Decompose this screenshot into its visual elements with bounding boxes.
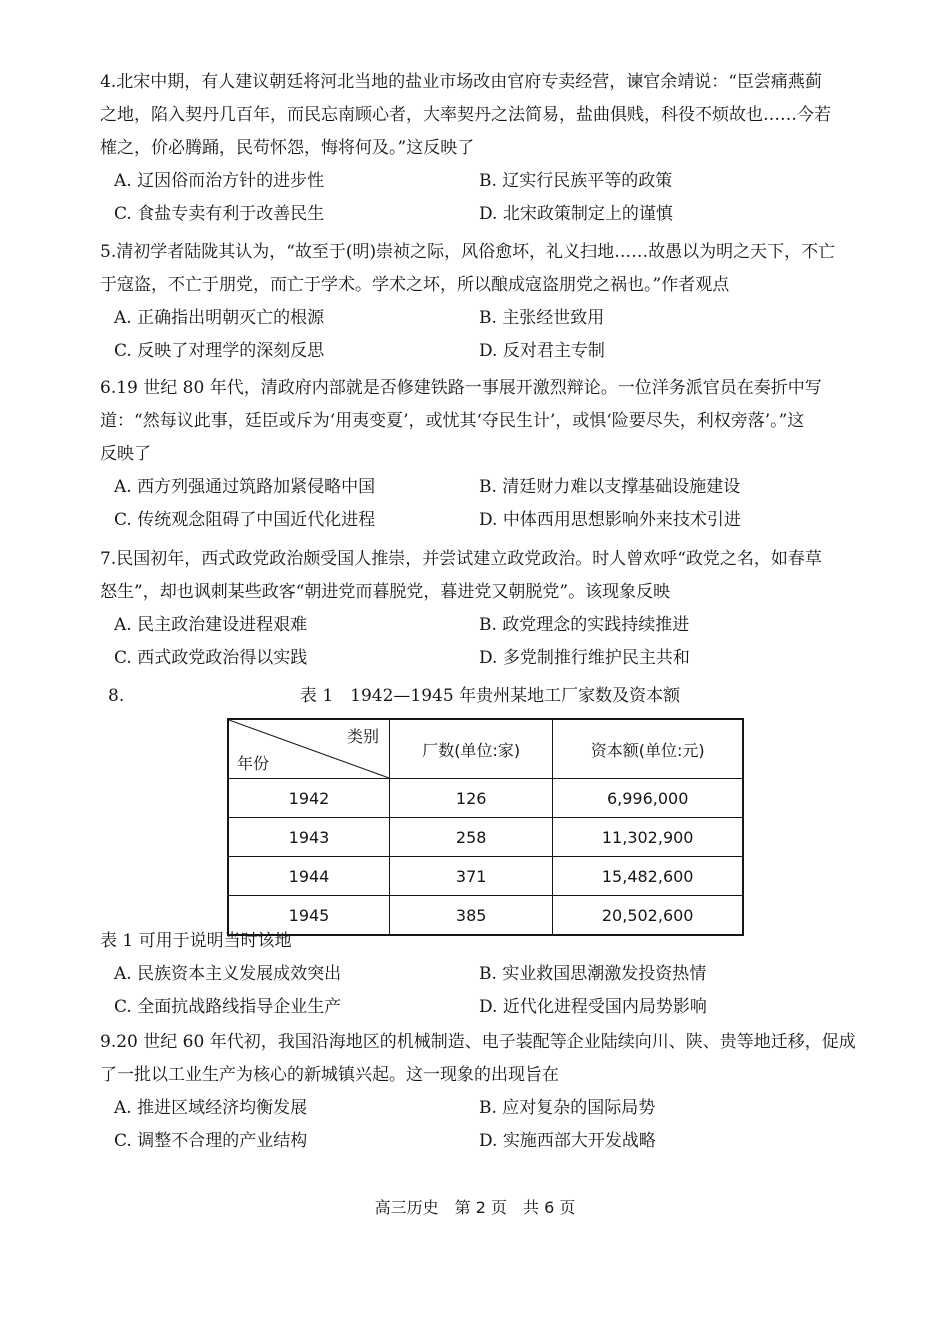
cell-factories: 258 (390, 818, 553, 857)
options (100, 165, 860, 231)
cell-year: 1944 (228, 857, 390, 896)
question-stem-line: 9.20 世纪 60 年代初，我国沿海地区的机械制造、电子装配等企业陆续向川、陕、贵等地迁移，促成 (100, 1032, 856, 1052)
options (100, 958, 860, 1024)
options (100, 302, 860, 368)
table-row (228, 779, 743, 818)
question-stem-line: 怒生”，却也讽刺某些政客“朝进党而暮脱党，暮进党又朝脱党”。该现象反映 (100, 582, 671, 602)
column-header-factories: 厂数(单位:家) (390, 719, 553, 779)
option-c[interactable]: C. 反映了对理学的深刻反思 (114, 341, 325, 361)
table-caption-row (100, 680, 860, 713)
table-header-row (228, 719, 743, 779)
question-stem-line: 6.19 世纪 80 年代，清政府内部就是否修建铁路一事展开激烈辩论。一位洋务派官员在奏折中写 (100, 378, 822, 398)
question-4 (100, 66, 860, 231)
question-number: 8. (108, 686, 125, 706)
option-a[interactable]: A. 民族资本主义发展成效突出 (114, 964, 342, 984)
option-b[interactable]: B. 清廷财力难以支撑基础设施建设 (479, 477, 741, 497)
option-c[interactable]: C. 传统观念阻碍了中国近代化进程 (114, 510, 376, 530)
option-b[interactable]: B. 实业救国思潮激发投资热情 (479, 964, 707, 984)
cell-year: 1942 (228, 779, 390, 818)
cell-year: 1945 (228, 896, 390, 936)
question-stem-line: 道：“然每议此事，廷臣或斥为‘用夷变夏’，或忧其‘夺民生计’，或惧‘险要尽失，利权旁落’。”这 (100, 411, 805, 431)
cell-capital: 6,996,000 (553, 779, 743, 818)
option-d[interactable]: D. 实施西部大开发战略 (479, 1131, 656, 1151)
question-9 (100, 1026, 860, 1158)
table-row (228, 857, 743, 896)
question-stem-line: 5.清初学者陆陇其认为，“故至于(明)崇祯之际，风俗愈坏，礼义扫地……故愚以为明之天下，不亡 (100, 242, 836, 262)
option-a[interactable]: A. 西方列强通过筑路加紧侵略中国 (114, 477, 376, 497)
cell-capital: 20,502,600 (553, 896, 743, 936)
options (100, 609, 860, 675)
corner-category-label: 类别 (346, 727, 379, 746)
options (100, 1092, 860, 1158)
option-b[interactable]: B. 政党理念的实践持续推进 (479, 615, 690, 635)
question-stem-line: 表 1 可用于说明当时该地 (100, 931, 292, 951)
option-d[interactable]: D. 北宋政策制定上的谨慎 (479, 204, 673, 224)
options (100, 471, 860, 537)
option-c[interactable]: C. 全面抗战路线指导企业生产 (114, 997, 342, 1017)
option-c[interactable]: C. 调整不合理的产业结构 (114, 1131, 308, 1151)
question-stem-line: 榷之，价必腾踊，民苟怀怨，悔将何及。”这反映了 (100, 138, 475, 158)
option-a[interactable]: A. 民主政治建设进程艰难 (114, 615, 308, 635)
table-row (228, 818, 743, 857)
question-stem-line: 了一批以工业生产为核心的新城镇兴起。这一现象的出现旨在 (100, 1065, 559, 1085)
option-b[interactable]: B. 辽实行民族平等的政策 (479, 171, 673, 191)
question-stem-line: 4.北宋中期，有人建议朝廷将河北当地的盐业市场改由官府专卖经营，谏官余靖说：“臣尝痛燕蓟 (100, 72, 822, 92)
option-b[interactable]: B. 应对复杂的国际局势 (479, 1098, 656, 1118)
question-stem-line: 7.民国初年，西式政党政治颇受国人推崇，并尝试建立政党政治。时人曾欢呼“政党之名，如春草 (100, 549, 822, 569)
option-c[interactable]: C. 西式政党政治得以实践 (114, 648, 308, 668)
cell-factories: 126 (390, 779, 553, 818)
option-d[interactable]: D. 中体西用思想影响外来技术引进 (479, 510, 741, 530)
option-c[interactable]: C. 食盐专卖有利于改善民生 (114, 204, 325, 224)
table-caption: 表 1 1942—1945 年贵州某地工厂家数及资本额 (299, 686, 681, 706)
table-corner-cell (228, 719, 390, 779)
option-d[interactable]: D. 反对君主专制 (479, 341, 605, 361)
factory-capital-table (227, 718, 744, 936)
question-8 (100, 925, 860, 1024)
question-stem-line: 于寇盗，不亡于朋党，而亡于学术。学术之坏，所以酿成寇盗朋党之祸也。”作者观点 (100, 275, 730, 295)
cell-capital: 11,302,900 (553, 818, 743, 857)
cell-year: 1943 (228, 818, 390, 857)
question-stem-line: 之地，陷入契丹几百年，而民忘南顾心者，大率契丹之法简易，盐曲俱贱，科役不烦故也……今若 (100, 105, 831, 125)
question-5 (100, 236, 860, 368)
cell-capital: 15,482,600 (553, 857, 743, 896)
option-a[interactable]: A. 辽因俗而治方针的进步性 (114, 171, 325, 191)
cell-factories: 385 (390, 896, 553, 936)
question-6 (100, 372, 860, 537)
question-7 (100, 543, 860, 675)
option-d[interactable]: D. 近代化进程受国内局势影响 (479, 997, 707, 1017)
option-a[interactable]: A. 推进区域经济均衡发展 (114, 1098, 308, 1118)
column-header-capital: 资本额(单位:元) (553, 719, 743, 779)
corner-year-label: 年份 (237, 754, 270, 773)
cell-factories: 371 (390, 857, 553, 896)
option-d[interactable]: D. 多党制推行维护民主共和 (479, 648, 690, 668)
option-a[interactable]: A. 正确指出明朝灭亡的根源 (114, 308, 325, 328)
page-footer: 高三历史 第 2 页 共 6 页 (374, 1198, 576, 1217)
question-stem-line: 反映了 (100, 444, 151, 464)
option-b[interactable]: B. 主张经世致用 (479, 308, 605, 328)
